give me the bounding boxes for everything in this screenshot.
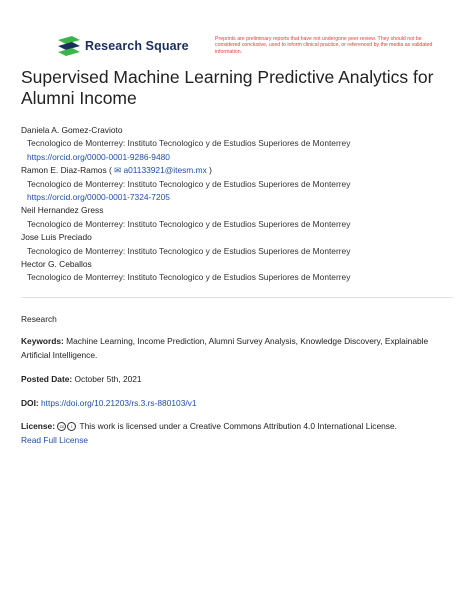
license-text: This work is licensed under a Creative Commons Attribution 4.0 International License.: [79, 421, 397, 431]
section-divider: [21, 297, 453, 298]
posted-date-value: October 5th, 2021: [74, 374, 142, 384]
author-affiliation: Tecnologico de Monterrey: Instituto Tecnologico y de Estudios Superiores de Monterrey: [27, 245, 351, 256]
posted-date-block: [21, 373, 451, 387]
article-type: Research: [21, 314, 57, 324]
orcid-link[interactable]: https://orcid.org/0000-0001-9286-9480: [27, 151, 170, 162]
paper-title: Supervised Machine Learning Predictive Analytics for Alumni Income: [21, 67, 434, 108]
author-affiliation: Tecnologico de Monterrey: Instituto Tecnologico y de Estudios Superiores de Monterrey: [27, 178, 351, 189]
by-attribution-icon: i: [67, 422, 76, 431]
doi-label: DOI:: [21, 398, 39, 408]
envelope-icon: ✉: [114, 165, 122, 176]
header: [58, 36, 438, 60]
orcid-link[interactable]: https://orcid.org/0000-0001-7324-7205: [27, 192, 170, 203]
preprint-disclaimer: Preprints are preliminary reports that have not undergone peer review. They should not be considered conclusive, used to inform clinical practice, or referenced by the media as validated information.: [215, 36, 433, 55]
author-name: Daniela A. Gomez-Cravioto: [21, 125, 123, 135]
doi-block: [21, 397, 451, 411]
research-square-logo[interactable]: [58, 36, 189, 56]
author-name: Hector G. Ceballos: [21, 259, 92, 270]
license-block: [21, 420, 451, 447]
license-label: License:: [21, 421, 55, 431]
posted-date-label: Posted Date:: [21, 374, 73, 384]
brand-name: Research Square: [85, 39, 189, 53]
email-address: a01133921@itesm.mx: [123, 165, 207, 176]
keywords-label: Keywords:: [21, 336, 64, 346]
keywords-text: Machine Learning, Income Prediction, Alumni Survey Analysis, Knowledge Discovery, Explainable Artificial Intelligence.: [21, 336, 429, 360]
email-link[interactable]: [114, 165, 207, 175]
research-square-logo-icon: [58, 36, 80, 56]
author-name: Ramon E. Diaz-Ramos: [21, 165, 107, 176]
author-affiliation: Tecnologico de Monterrey: Instituto Tecnologico y de Estudios Superiores de Monterrey: [27, 218, 351, 229]
doi-link[interactable]: https://doi.org/10.21203/rs.3.rs-880103/v1: [41, 398, 197, 408]
keywords-block: [21, 335, 451, 362]
read-full-license-link[interactable]: Read Full License: [21, 434, 89, 445]
author-name-corresponding: Ramon E. Diaz-Ramos ( ✉ a01133921@itesm.mx ): [21, 165, 212, 176]
cc-icon: cc: [57, 422, 66, 431]
author-name: Jose Luis Preciado: [21, 232, 92, 243]
author-list: [21, 124, 461, 285]
author-affiliation: Tecnologico de Monterrey: Instituto Tecnologico y de Estudios Superiores de Monterrey: [27, 272, 351, 283]
author-name: Neil Hernandez Gress: [21, 205, 104, 216]
author-affiliation: Tecnologico de Monterrey: Instituto Tecnologico y de Estudios Superiores de Monterrey: [27, 138, 351, 149]
